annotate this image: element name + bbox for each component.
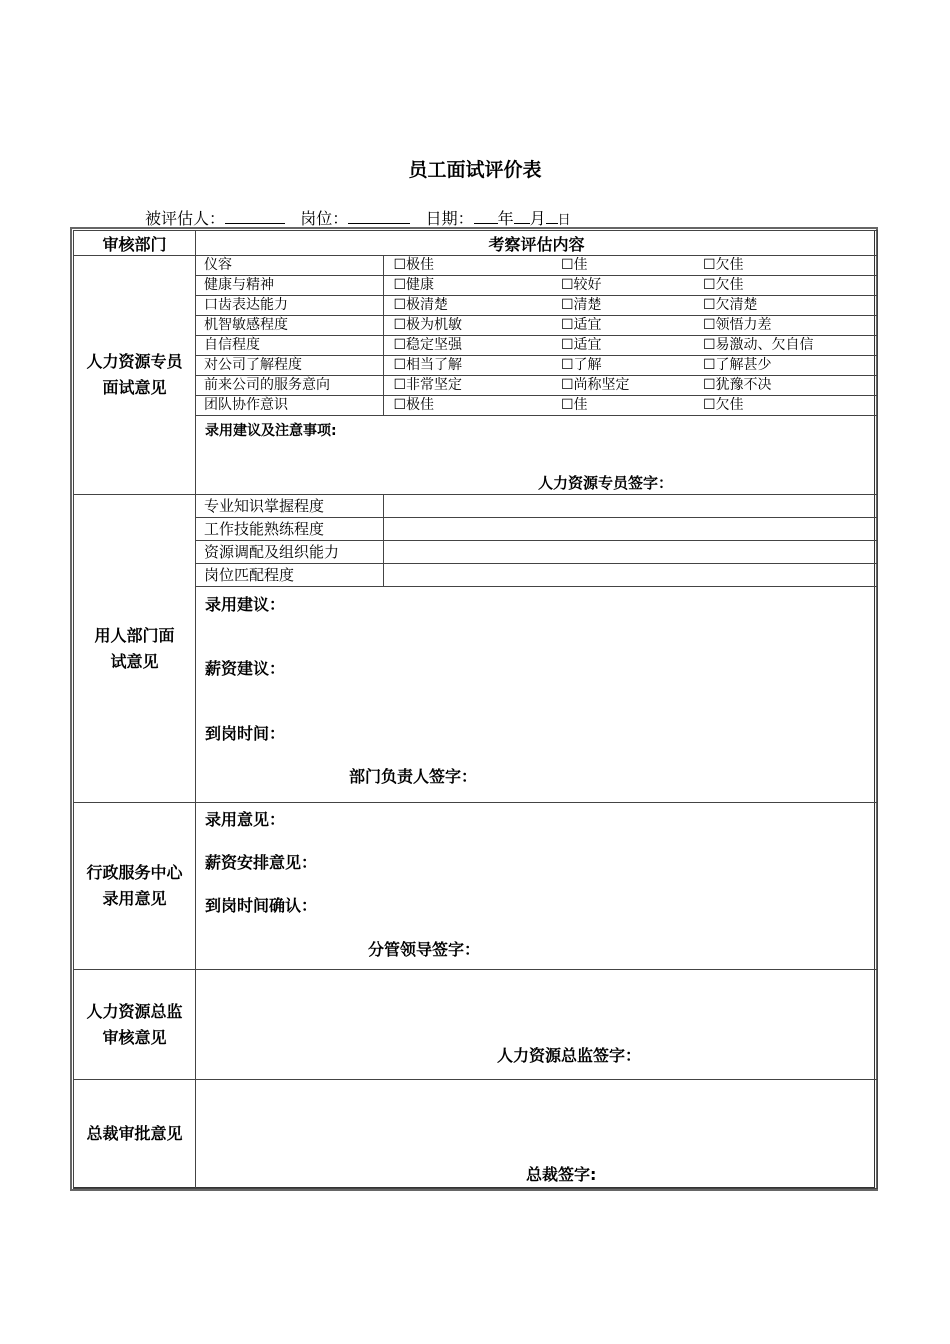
hr-criteria-row <box>196 396 877 416</box>
dept-criteria-table <box>196 495 877 587</box>
evaluee-label: 被评估人： <box>145 209 226 228</box>
admin-dept-text: 行政服务中心录用意见 <box>86 863 183 908</box>
option-checkbox[interactable]: ☐尚称坚定 <box>551 376 693 396</box>
option-checkbox[interactable]: ☐适宜 <box>551 336 693 356</box>
option-checkbox[interactable]: ☐极佳 <box>383 396 551 416</box>
header-row <box>74 231 878 256</box>
hr-signature: 人力资源专员签字： <box>538 474 674 492</box>
header-content: 考察评估内容 <box>196 231 878 256</box>
form-meta <box>145 206 571 229</box>
admin-opinion-block[interactable] <box>196 803 877 969</box>
hr-section <box>74 256 878 495</box>
director-dept-text: 人力资源总监审核意见 <box>86 1001 183 1047</box>
hr-dept-text: 人力资源专员面试意见 <box>86 352 183 397</box>
month-label: 月 <box>529 209 546 228</box>
dept-dept-label <box>74 495 196 803</box>
dept-criteria-row <box>196 518 877 541</box>
admin-content[interactable] <box>196 803 878 970</box>
president-dept-label <box>74 1080 196 1189</box>
option-checkbox[interactable]: ☐佳 <box>551 396 693 416</box>
criteria-label: 前来公司的服务意向 <box>196 376 383 396</box>
hr-content <box>196 256 878 495</box>
admin-section <box>74 803 878 970</box>
option-checkbox[interactable]: ☐相当了解 <box>383 356 551 376</box>
hr-criteria-row <box>196 376 877 396</box>
president-content[interactable] <box>196 1080 878 1189</box>
evaluation-table <box>73 230 878 1189</box>
position-field[interactable] <box>348 209 410 224</box>
criteria-value-field[interactable] <box>383 564 877 587</box>
dept-opinion-block[interactable] <box>196 587 877 802</box>
day-field[interactable] <box>546 209 558 224</box>
criteria-value-field[interactable] <box>383 495 877 518</box>
president-dept-text: 总裁审批意见 <box>86 1124 183 1143</box>
year-field[interactable] <box>474 209 498 224</box>
month-field[interactable] <box>514 209 530 224</box>
date-label: 日期： <box>425 209 474 228</box>
page-title: 员工面试评价表 <box>408 159 542 181</box>
option-checkbox[interactable]: ☐欠佳 <box>693 396 877 416</box>
criteria-label: 专业知识掌握程度 <box>196 495 383 518</box>
option-checkbox[interactable]: ☐极佳 <box>383 256 551 276</box>
criteria-value-field[interactable] <box>383 541 877 564</box>
criteria-value-field[interactable] <box>383 518 877 541</box>
president-opinion-block[interactable] <box>196 1080 877 1188</box>
criteria-label: 对公司了解程度 <box>196 356 383 376</box>
director-signature: 人力资源总监签字： <box>497 1046 642 1065</box>
hr-criteria-row <box>196 316 877 336</box>
dept-criteria-row <box>196 541 877 564</box>
header-dept: 审核部门 <box>74 231 196 256</box>
hr-criteria-table <box>196 256 877 416</box>
criteria-label: 岗位匹配程度 <box>196 564 383 587</box>
dept-criteria-row <box>196 564 877 587</box>
option-checkbox[interactable]: ☐健康 <box>383 276 551 296</box>
dept-content <box>196 495 878 803</box>
dept-arrival-label: 到岗时间： <box>205 724 286 743</box>
option-checkbox[interactable]: ☐极清楚 <box>383 296 551 316</box>
option-checkbox[interactable]: ☐了解甚少 <box>693 356 877 376</box>
hr-criteria-row <box>196 276 877 296</box>
option-checkbox[interactable]: ☐欠佳 <box>693 256 877 276</box>
criteria-label: 仪容 <box>196 256 383 276</box>
director-section <box>74 970 878 1080</box>
hr-criteria-row <box>196 256 877 276</box>
option-checkbox[interactable]: ☐极为机敏 <box>383 316 551 336</box>
dept-hire-label: 录用建议： <box>205 595 286 614</box>
option-checkbox[interactable]: ☐欠佳 <box>693 276 877 296</box>
dept-criteria-row <box>196 495 877 518</box>
dept-dept-text: 用人部门面试意见 <box>94 625 175 671</box>
admin-signature: 分管领导签字： <box>368 940 481 959</box>
hr-dept-label <box>74 256 196 495</box>
criteria-label: 团队协作意识 <box>196 396 383 416</box>
year-label: 年 <box>497 209 514 228</box>
dept-section <box>74 495 878 803</box>
admin-dept-label <box>74 803 196 970</box>
hr-criteria-row <box>196 356 877 376</box>
dept-signature: 部门负责人签字： <box>349 767 478 786</box>
criteria-label: 口齿表达能力 <box>196 296 383 316</box>
hr-criteria-row <box>196 296 877 316</box>
option-checkbox[interactable]: ☐易激动、欠自信 <box>693 336 877 356</box>
hr-note-label: 录用建议及注意事项: <box>205 423 337 439</box>
criteria-label: 机智敏感程度 <box>196 316 383 336</box>
admin-hire-label: 录用意见： <box>205 810 286 829</box>
option-checkbox[interactable]: ☐佳 <box>551 256 693 276</box>
option-checkbox[interactable]: ☐非常坚定 <box>383 376 551 396</box>
evaluee-field[interactable] <box>225 209 285 224</box>
admin-salary-label: 薪资安排意见： <box>205 853 318 872</box>
dept-salary-label: 薪资建议： <box>205 659 286 678</box>
admin-arrival-label: 到岗时间确认： <box>205 896 318 915</box>
position-label: 岗位： <box>300 209 349 228</box>
president-section <box>74 1080 878 1189</box>
criteria-label: 资源调配及组织能力 <box>196 541 383 564</box>
option-checkbox[interactable]: ☐了解 <box>551 356 693 376</box>
hr-note-block[interactable] <box>196 416 877 494</box>
criteria-label: 健康与精神 <box>196 276 383 296</box>
criteria-label: 自信程度 <box>196 336 383 356</box>
option-checkbox[interactable]: ☐清楚 <box>551 296 693 316</box>
director-content[interactable] <box>196 970 878 1080</box>
option-checkbox[interactable]: ☐欠清楚 <box>693 296 877 316</box>
option-checkbox[interactable]: ☐稳定坚强 <box>383 336 551 356</box>
option-checkbox[interactable]: ☐犹豫不决 <box>693 376 877 396</box>
president-signature: 总裁签字: <box>526 1165 597 1184</box>
option-checkbox[interactable]: ☐较好 <box>551 276 693 296</box>
director-dept-label <box>74 970 196 1080</box>
criteria-label: 工作技能熟练程度 <box>196 518 383 541</box>
option-checkbox[interactable]: ☐适宜 <box>551 316 693 336</box>
hr-criteria-row <box>196 336 877 356</box>
option-checkbox[interactable]: ☐领悟力差 <box>693 316 877 336</box>
director-opinion-block[interactable] <box>196 970 877 1079</box>
day-label: 日 <box>557 213 571 228</box>
